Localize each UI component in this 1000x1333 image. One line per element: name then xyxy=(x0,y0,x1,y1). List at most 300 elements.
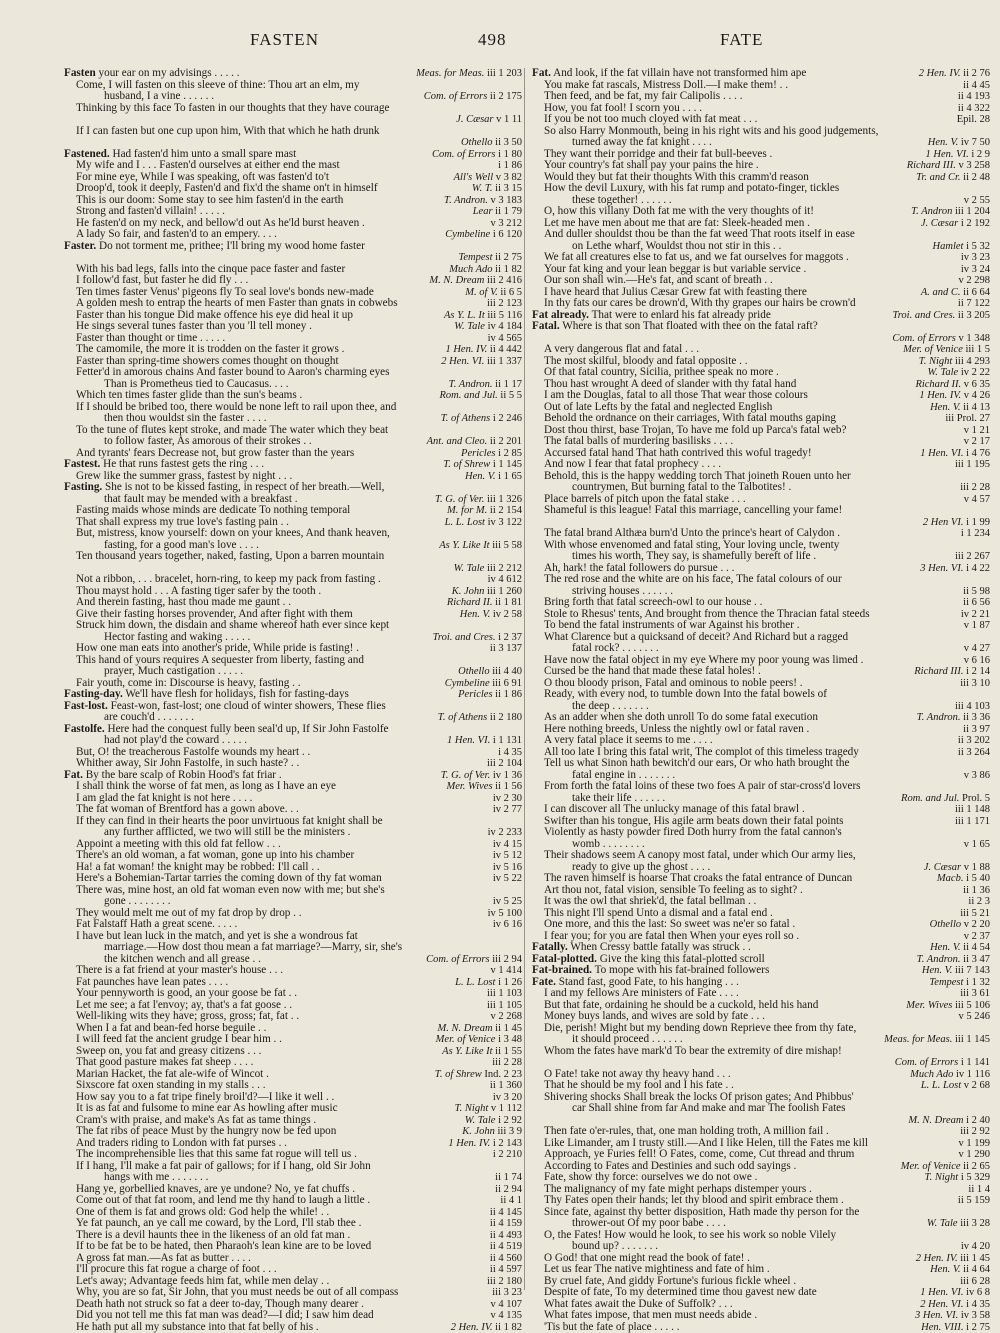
act-scene-line: iv 1 36 xyxy=(490,770,522,781)
quotation-text: Fat paunches have lean pates . . . . xyxy=(76,976,228,988)
act-scene-line: ii 4 13 xyxy=(961,402,990,413)
play-title: W. T. xyxy=(472,183,493,194)
citation xyxy=(960,597,990,609)
quotation-text: it should proceed . . . . . . xyxy=(572,1033,683,1045)
citation xyxy=(908,206,990,218)
citation xyxy=(926,977,990,989)
quotation-text: Fetter'd in amorous chains And faster bound to Aaron's charming eyes xyxy=(76,366,389,378)
act-scene-line: i 2 246 xyxy=(490,413,522,424)
quotation-text: To the tune of flutes kept stroke, and made The water which they beat xyxy=(76,424,388,436)
quotation-text: Not a ribbon, . . . bracelet, horn-ring, to keep my pack from fasting . xyxy=(76,573,381,585)
act-scene-line: v 1 199 xyxy=(959,1138,991,1149)
act-scene-line: v 3 258 xyxy=(956,160,990,171)
left-column xyxy=(64,68,522,1293)
citation xyxy=(487,1218,522,1230)
citation xyxy=(444,597,522,609)
citation xyxy=(925,137,990,149)
play-title: 3 Hen. VI. xyxy=(915,1310,958,1321)
citation xyxy=(955,103,990,115)
play-title: All's Well xyxy=(454,172,493,183)
act-scene-line: i 4 22 xyxy=(963,563,990,574)
citation xyxy=(917,448,990,460)
citation xyxy=(462,287,522,299)
act-scene-line: ii 4 1 xyxy=(500,1195,522,1206)
citation xyxy=(469,183,522,195)
act-scene-line: iv 2 58 xyxy=(490,609,522,620)
headword: Fastened. xyxy=(64,148,110,160)
act-scene-line: i 1 65 xyxy=(495,471,522,482)
play-title: Hen. VIII. xyxy=(921,1322,963,1333)
quotation-text: If to be fat be to be hated, then Pharaoh's lean kine are to be loved xyxy=(76,1240,371,1252)
quotation-text: womb . . . . . . . . xyxy=(572,838,645,850)
quotation-text: Why, you are so fat, Sir John, that you must needs be out of all compass xyxy=(76,1286,398,1298)
play-title: Rom. and Jul. xyxy=(901,793,959,804)
play-title: Much Ado xyxy=(449,264,492,275)
play-title: T. Andron. xyxy=(449,379,493,390)
quotation-text: thrower-out Of my poor babe . . . . xyxy=(572,1217,726,1229)
citation xyxy=(433,1034,522,1046)
act-scene-line: v 1 87 xyxy=(964,620,990,631)
quotation-text: the deep . . . . . . . xyxy=(572,700,649,712)
citation xyxy=(439,1046,522,1058)
play-title: Othello xyxy=(930,919,962,930)
citation xyxy=(960,724,990,736)
headword: Fatal. xyxy=(532,320,560,332)
act-scene-line: ii 2 65 xyxy=(961,1161,990,1172)
citation xyxy=(952,701,990,713)
quotation-text: The raven himself is hoarse That croaks the fatal entrance of Duncan xyxy=(544,872,852,884)
citation xyxy=(490,873,522,885)
quotation-text: Strong and fasten'd villain! . . . . . xyxy=(76,205,225,217)
quotation-text: According to Fates and Destinies and such odd sayings . xyxy=(544,1160,796,1172)
citation xyxy=(961,425,990,437)
quotation-text: What Clarence but a quicksand of deceit? And Richard but a ragged xyxy=(544,631,848,643)
quotation-text: To bend the fatal instruments of war Against his brother . xyxy=(544,619,800,631)
act-scene-line: v 1 65 xyxy=(964,839,990,850)
play-title: 2 Hen. IV. xyxy=(916,1253,958,1264)
citation xyxy=(441,195,522,207)
act-scene-line: ii 2 201 xyxy=(487,436,522,447)
quotation-text: Thou hast wrought A deed of slander with thy fatal hand xyxy=(544,378,796,390)
quotation-text: One of them is fat and grows old: God help the while! . . xyxy=(76,1206,329,1218)
citation xyxy=(907,1069,990,1081)
act-scene-line: v 6 35 xyxy=(961,379,990,390)
quotation-text: Did you not tell me this fat man was dead?—I did; I saw him dead xyxy=(76,1309,374,1321)
headword: Fasting. xyxy=(64,481,102,493)
play-title: Mer. of Venice xyxy=(436,1034,496,1045)
act-scene-line: iii 4 293 xyxy=(952,356,990,367)
act-scene-line: ii 2 154 xyxy=(487,505,522,516)
act-scene-line: i 1 131 xyxy=(490,735,522,746)
headword: Fatally. xyxy=(532,941,568,953)
quotation-text: Come, I will fasten on this sleeve of thine: Thou art an elm, my xyxy=(76,79,359,91)
citation xyxy=(487,1080,522,1092)
quotation-text: Would they but fat their thoughts With this cramm'd reason xyxy=(544,171,809,183)
act-scene-line: ii 1 4 xyxy=(968,1184,990,1195)
citation xyxy=(484,758,522,770)
play-title: W. Tale xyxy=(454,563,485,574)
quotation-text: And tyrants' fears Decrease not, but grow faster than the years xyxy=(76,447,354,459)
citation xyxy=(954,114,990,126)
quotation-text: The incomprehensible lies that this same fat rogue will tell us . xyxy=(76,1148,357,1160)
quotation-text: countrymen, But burning fatal to the Talbotites! . xyxy=(572,481,791,493)
quotation-text: Let us fear The native mightiness and fate of him . xyxy=(544,1263,770,1275)
quotation-text: That were to enlard his fat already pride xyxy=(589,309,771,321)
quotation-text: Give their fasting horses provender, And after fight with them xyxy=(76,608,353,620)
act-scene-line: i 2 210 xyxy=(493,1149,522,1160)
quotation-text: Since fate, against thy better disposition, Hath made thy person for the xyxy=(544,1206,859,1218)
citation xyxy=(918,1080,990,1092)
act-scene-line: iii 2 92 xyxy=(960,1126,990,1137)
play-title: T. of Shrew xyxy=(435,1069,482,1080)
act-scene-line: iv 3 20 xyxy=(493,1092,522,1103)
quotation-text: gone . . . . . . . . xyxy=(104,895,171,907)
act-scene-line: i 1 86 xyxy=(498,160,522,171)
play-title: Pericles xyxy=(458,689,492,700)
citation xyxy=(490,1092,522,1104)
act-scene-line: v 2 268 xyxy=(491,1011,523,1022)
citation xyxy=(490,896,522,908)
citation xyxy=(918,1322,990,1333)
act-scene-line: iii 5 116 xyxy=(485,310,522,321)
citation xyxy=(443,781,522,793)
page-number: 498 xyxy=(478,30,507,50)
play-title: 1 Hen. VI. xyxy=(926,149,969,160)
citation xyxy=(957,1276,990,1288)
play-title: Troi. and Cres. xyxy=(892,310,955,321)
quotation-text: Shivering shocks Shall break the locks Of prison gates; And Phibbus' xyxy=(544,1091,854,1103)
quotation-text: A lady So fair, and fasten'd to an empery. . . . xyxy=(76,228,277,240)
quotation-text: car Shall shine from far And make and mar The foolish Fates xyxy=(572,1102,846,1114)
citation xyxy=(952,816,990,828)
quotation-text: Do not torment me, prithee; I'll bring my wood home faster xyxy=(96,240,365,252)
citation xyxy=(961,839,990,851)
citation xyxy=(955,298,990,310)
citation xyxy=(451,321,522,333)
play-title: Richard II. xyxy=(447,597,493,608)
play-title: Tempest xyxy=(929,977,963,988)
quotation-text: He that runs fastest gets the ring . . . xyxy=(100,458,264,470)
citation xyxy=(449,586,522,598)
quotation-text: Stand fast, good Fate, to his hanging . . . xyxy=(556,976,739,988)
act-scene-line: i 1 80 xyxy=(495,149,522,160)
quotation-text: Droop'd, took it deeply, Fasten'd and fix'd the shame on't in himself xyxy=(76,182,378,194)
citation xyxy=(952,459,990,471)
citation xyxy=(485,908,522,920)
act-scene-line: iii 2 267 xyxy=(955,551,990,562)
quotation-text: Swifter than his tongue, His agile arm beats down their fatal points xyxy=(544,815,844,827)
citation xyxy=(905,1115,990,1127)
act-scene-line: iv 2 77 xyxy=(493,804,522,815)
citation xyxy=(413,68,522,80)
play-title: Rom. and Jul. xyxy=(439,390,497,401)
quotation-text: I'll procure this fat rogue a charge of foot . . . xyxy=(76,1263,277,1275)
act-scene-line: iv 3 122 xyxy=(485,517,522,528)
citation xyxy=(458,137,522,149)
quotation-text: If I should be bribed too, there would be none left to rail upon thee, and xyxy=(76,401,396,413)
quotation-text: The fat ribs of peace Must by the hungry now be fed upon xyxy=(76,1125,336,1137)
citation xyxy=(436,540,522,552)
citation xyxy=(958,1241,990,1253)
play-title: 2 Hen. VI. xyxy=(441,356,484,367)
act-scene-line: iii 1 103 xyxy=(487,988,522,999)
quotation-text: There is a devil haunts thee in the likeness of an old fat man . xyxy=(76,1229,350,1241)
quotation-text: Behold the ordnance on their carriages, With fatal mouths gaping xyxy=(544,412,836,424)
quotation-text: Faster than spring-time showers comes thought on thought xyxy=(76,355,339,367)
quotation-text: And therein fasting, hast thou made me gaunt . . xyxy=(76,596,291,608)
citation xyxy=(927,919,990,931)
citation xyxy=(898,793,990,805)
citation xyxy=(423,954,522,966)
citation xyxy=(956,1138,991,1150)
quotation-text: Thou mayst hold . . . A fasting tiger safer by the tooth . xyxy=(76,585,321,597)
play-title: M. N. Dream xyxy=(908,1115,963,1126)
quotation-text: That good pasture makes fat sheep . . . . xyxy=(76,1056,253,1068)
citation xyxy=(918,218,990,230)
act-scene-line: v 2 20 xyxy=(961,919,990,930)
act-scene-line: i 2 14 xyxy=(963,666,990,677)
act-scene-line: iv 2 21 xyxy=(961,609,990,620)
citation xyxy=(487,1230,522,1242)
act-scene-line: i 4 76 xyxy=(963,448,990,459)
act-scene-line: v 1 414 xyxy=(491,965,523,976)
citation xyxy=(429,149,522,161)
act-scene-line: ii 2 175 xyxy=(487,91,522,102)
citation xyxy=(957,1126,990,1138)
quotation-text: Hang ye, gorbellied knaves, are ye undone? No, ye fat chuffs . xyxy=(76,1183,355,1195)
play-title: T. Andron. xyxy=(444,195,488,206)
quotation-text: The fatal brand Althæa burn'd Unto the prince's heart of Calydon . xyxy=(544,527,840,539)
act-scene-line: iii 1 260 xyxy=(484,586,522,597)
play-title: K. John xyxy=(462,1126,495,1137)
quotation-text: Faster than thought or time . . . . . xyxy=(76,332,225,344)
quotation-text: are couch'd . . . . . . . xyxy=(104,711,194,723)
quotation-text: The red rose and the white are on his face, The fatal colours of our xyxy=(544,573,842,585)
concordance-line xyxy=(532,505,990,517)
play-title: Com. of Errors xyxy=(895,1057,959,1068)
quotation-text: O Fate! take not away thy heavy hand . . . xyxy=(544,1068,731,1080)
act-scene-line: ii 6 56 xyxy=(963,597,990,608)
act-scene-line: v 6 16 xyxy=(964,655,990,666)
quotation-text: It was the owl that shriek'd, the fatal bellman . . xyxy=(544,895,756,907)
quotation-text: Place barrels of pitch upon the fatal stake . . . xyxy=(544,493,746,505)
play-title: T. G. of Ver. xyxy=(435,494,484,505)
quotation-text: The fatal balls of murdering basilisks . . . . xyxy=(544,435,733,447)
citation xyxy=(452,1103,522,1115)
quotation-text: Bring forth that fatal screech-owl to our house . . xyxy=(544,596,762,608)
act-scene-line: ii 3 15 xyxy=(493,183,522,194)
play-title: 1 Hen. VI. xyxy=(920,1287,963,1298)
citation xyxy=(913,1253,990,1265)
quotation-text: O God! that one might read the book of fate! . xyxy=(544,1252,750,1264)
citation xyxy=(436,390,522,402)
citation xyxy=(441,310,522,322)
citation xyxy=(492,1172,522,1184)
play-title: Hen. V. xyxy=(460,609,490,620)
act-scene-line: iii 1 105 xyxy=(487,1000,522,1011)
play-title: M. N. Dream xyxy=(429,275,484,286)
citation xyxy=(957,908,990,920)
act-scene-line: ii 1 55 xyxy=(493,1046,522,1057)
act-scene-line: iii 3 61 xyxy=(960,988,990,999)
act-scene-line: iv 2 30 xyxy=(493,793,522,804)
quotation-text: Ready, with every nod, to tumble down Into the fatal bowels of xyxy=(544,688,827,700)
act-scene-line: iii 2 94 xyxy=(490,954,522,965)
act-scene-line: ii 1 36 xyxy=(963,885,990,896)
quotation-text: Fair youth, come in: Discourse is heavy, fasting . . xyxy=(76,677,301,689)
act-scene-line: v 2 298 xyxy=(959,275,991,286)
quotation-text: fatal rock? . . . . . . . xyxy=(572,642,659,654)
citation xyxy=(452,977,522,989)
citation xyxy=(487,1207,522,1219)
quotation-text: Here had the conquest fully been seal'd up, If Sir John Fastolfe xyxy=(105,723,389,735)
citation xyxy=(952,804,990,816)
play-title: M. of V. xyxy=(465,287,497,298)
act-scene-line: Ind. 2 23 xyxy=(482,1069,522,1080)
act-scene-line: v 4 57 xyxy=(964,494,990,505)
citation xyxy=(435,712,522,724)
quotation-text: How one man eats into another's pride, While pride is fasting! . xyxy=(76,642,359,654)
citation xyxy=(485,574,522,586)
act-scene-line: ii 3 202 xyxy=(958,735,990,746)
play-title: T. Night xyxy=(919,356,953,367)
quotation-text: Where is that son That floated with thee on the fatal raft? xyxy=(560,320,818,332)
left-headword: FASTEN xyxy=(250,30,319,50)
act-scene-line: ii 1 74 xyxy=(495,1172,522,1183)
play-title: 1 Hen. IV. xyxy=(445,344,487,355)
act-scene-line: iii 3 28 xyxy=(958,1218,990,1229)
quotation-text: O thou bloody prison, Fatal and ominous to noble peers! . xyxy=(544,677,803,689)
quotation-text: As an adder when she doth unroll To do some fatal execution xyxy=(544,711,818,723)
act-scene-line: iii 1 203 xyxy=(484,68,522,79)
quotation-text: husband, I a vine . . . . . . xyxy=(104,90,214,102)
play-title: Lear xyxy=(473,206,493,217)
act-scene-line: v 1 348 xyxy=(956,333,990,344)
quotation-text: Art thou not, fatal vision, sensible To feeling as to sight? . xyxy=(544,884,803,896)
citation xyxy=(488,1310,523,1322)
play-title: Mer. of Venice xyxy=(901,1161,961,1172)
quotation-text: Hector fasting and waking . . . . . xyxy=(104,631,250,643)
quotation-text: Cursed be the hand that made these fatal holes! . xyxy=(544,665,761,677)
play-title: J. Cæsar xyxy=(924,862,961,873)
act-scene-line: ii 4 519 xyxy=(490,1241,522,1252)
act-scene-line: v 3 183 xyxy=(488,195,522,206)
citation xyxy=(490,839,522,851)
act-scene-line: ii 2 180 xyxy=(487,712,522,723)
play-title: T. Night xyxy=(455,1103,489,1114)
citation xyxy=(919,965,990,977)
play-title: Hen. V. xyxy=(930,1264,960,1275)
play-title: Mer. Wives xyxy=(906,1000,952,1011)
quotation-text: Come out of that fat room, and lend me thy hand to laugh a little . xyxy=(76,1194,370,1206)
quotation-text: The camomile, the more it is trodden on the faster it grows . xyxy=(76,343,344,355)
act-scene-line: ii 4 145 xyxy=(490,1207,522,1218)
citation xyxy=(438,413,522,425)
quotation-text: Ten thousand years together, naked, fasting, Upon a barren mountain xyxy=(76,550,384,562)
play-title: Cymbeline xyxy=(445,229,490,240)
quotation-text: Appoint a meeting with this old fat fellow . . . xyxy=(76,838,281,850)
act-scene-line: v 5 246 xyxy=(959,1011,991,1022)
citation xyxy=(927,1264,990,1276)
act-scene-line: iii 4 103 xyxy=(955,701,990,712)
quotation-text: So also Harry Monmouth, being in his right wits and his good judgements, xyxy=(544,125,878,137)
play-title: Richard III. xyxy=(907,160,956,171)
citation xyxy=(455,689,522,701)
act-scene-line: i 1 141 xyxy=(958,1057,990,1068)
act-scene-line: ii 6 64 xyxy=(961,287,990,298)
quotation-text: O, how this villany Doth fat me with the very thoughts of it! xyxy=(544,205,814,217)
act-scene-line: iii 2 104 xyxy=(487,758,522,769)
quotation-text: How say you to a fat tripe finely broil'd?—I like it well . . xyxy=(76,1091,334,1103)
act-scene-line: ii 1 45 xyxy=(493,1023,522,1034)
play-title: Meas. for Meas. xyxy=(416,68,484,79)
citation xyxy=(923,149,990,161)
quotation-text: I and my fellows Are ministers of Fate . . . . xyxy=(544,987,739,999)
play-title: Hen. V. xyxy=(928,137,958,148)
quotation-text: This night I'll spend Unto a dismal and a fatal end . xyxy=(544,907,773,919)
quotation-text: Accursed fatal hand That hath contrived this woful tragedy! xyxy=(544,447,812,459)
play-title: T. Night xyxy=(925,1172,959,1183)
act-scene-line: iii 2 123 xyxy=(487,298,522,309)
quotation-text: prayer, Much castigation . . . . . xyxy=(104,665,243,677)
quotation-text: Fate, show thy force: ourselves we do not owe . xyxy=(544,1171,757,1183)
citation xyxy=(881,1034,990,1046)
citation xyxy=(922,1172,990,1184)
act-scene-line: iv 5 100 xyxy=(488,908,522,919)
act-scene-line: ii 4 322 xyxy=(958,103,990,114)
act-scene-line: iii 5 58 xyxy=(490,540,522,551)
play-title: 3 Hen. VI. xyxy=(920,563,963,574)
citation xyxy=(442,678,522,690)
quotation-text: I shall think the worse of fat men, as long as I have an eye xyxy=(76,780,336,792)
act-scene-line: v 1 112 xyxy=(488,1103,522,1114)
play-title: T. of Shrew xyxy=(443,459,490,470)
quotation-text: Sixscore fat oxen standing in my stalls . . . xyxy=(76,1079,266,1091)
citation xyxy=(914,954,990,966)
quotation-text: Die, perish! Might but my bending down Reprieve thee from thy fate, xyxy=(544,1022,856,1034)
play-title: J. Cæsar xyxy=(456,114,493,125)
play-title: Pericles xyxy=(461,448,495,459)
act-scene-line: iii 5 21 xyxy=(960,908,990,919)
citation xyxy=(484,988,522,1000)
headword: Fatal-plotted. xyxy=(532,953,597,965)
citation xyxy=(488,218,523,230)
quotation-text: I have heard that Julius Cæsar Grew fat with feasting there xyxy=(544,286,807,298)
act-scene-line: ii 4 493 xyxy=(490,1230,522,1241)
quotation-text: take their life . . . . . . xyxy=(572,792,665,804)
citation xyxy=(955,735,990,747)
quotation-text: With whose envenomed and fatal sting, Your loving uncle, twenty xyxy=(544,539,839,551)
act-scene-line: i 2 37 xyxy=(495,632,522,643)
quotation-text: I am the Douglas, fatal to all those That wear those colours xyxy=(544,389,808,401)
act-scene-line: iv 5 16 xyxy=(493,862,522,873)
act-scene-line: ii 1 82 xyxy=(493,264,522,275)
act-scene-line: iii 7 143 xyxy=(952,965,990,976)
citation xyxy=(958,528,990,540)
play-title: 1 Hen. VI. xyxy=(920,448,963,459)
quotation-text: Let me see; a fat l'envoy; ay, that's a fat goose . . xyxy=(76,999,292,1011)
act-scene-line: iii 6 91 xyxy=(490,678,522,689)
play-title: W. Tale xyxy=(454,321,485,332)
citation xyxy=(921,862,990,874)
citation xyxy=(442,229,522,241)
quotation-text: She is not to be kissed fasting, in respect of her breath.—Well, xyxy=(102,481,384,493)
citation xyxy=(432,494,522,506)
act-scene-line: ii 4 64 xyxy=(961,1264,990,1275)
headword: Fat already. xyxy=(532,309,589,321)
play-title: 2 Hen VI. xyxy=(923,517,964,528)
citation xyxy=(438,356,522,368)
